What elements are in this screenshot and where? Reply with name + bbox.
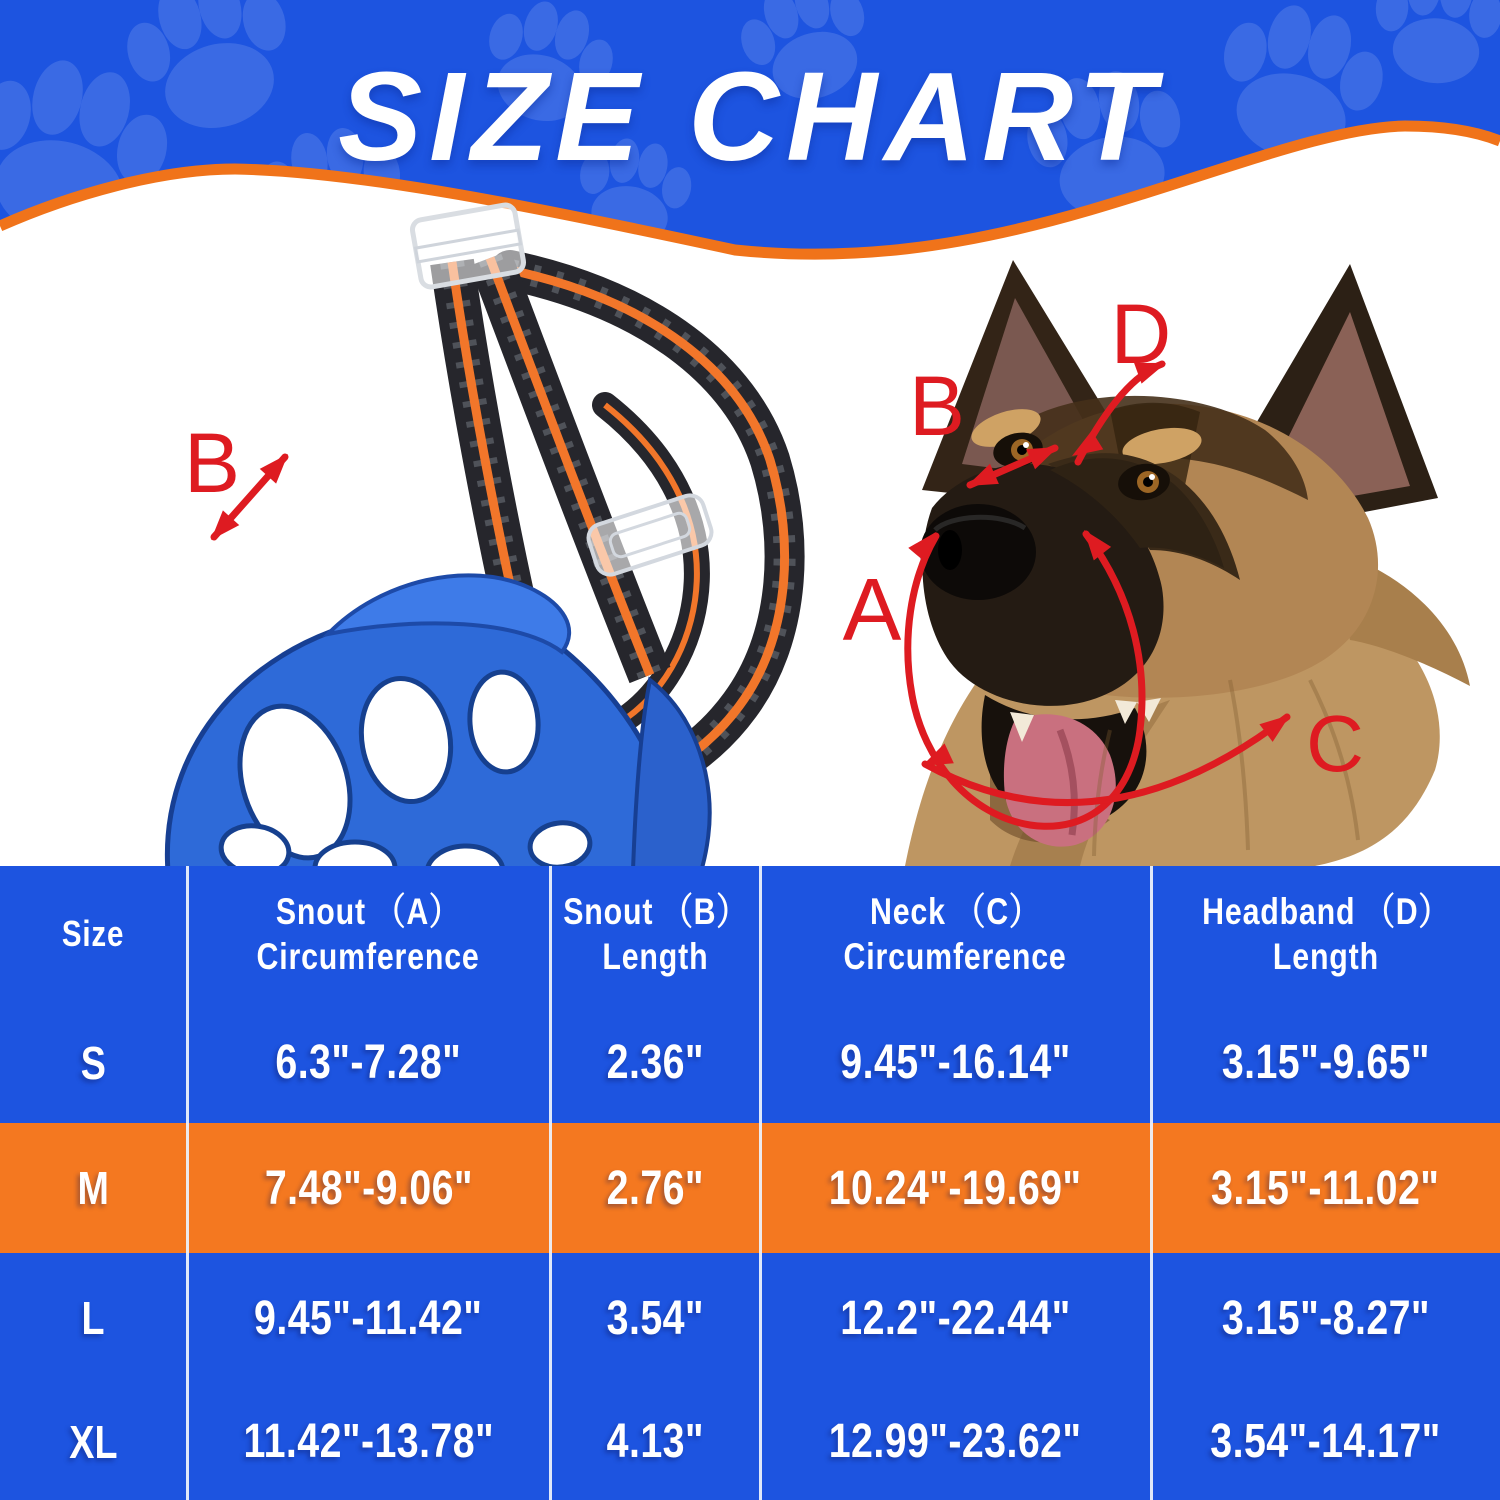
header-cell-headband-d [1151,866,1500,1002]
table-cell: 7.48"-9.06" [264,1161,473,1215]
header-cell-neck-c [760,866,1151,1002]
column-divider [549,866,552,1500]
header-label: Circumference [256,936,481,977]
table-cell: 10.24"-19.69" [829,1161,1082,1215]
header-cell-snout-a [187,866,550,1002]
table-cell: L [81,1292,106,1344]
table-cell: 3.15"-9.65" [1221,1036,1430,1089]
table-cell: 3.54" [606,1291,704,1345]
label-a-snout-circumference: A [842,560,902,659]
table-cell: 2.36" [606,1036,704,1089]
label-d-headband: D [1110,287,1172,381]
size-row-m-highlighted [0,1123,1500,1253]
table-cell: 3.15"-8.27" [1221,1291,1430,1345]
table-cell: 12.2"-22.44" [840,1291,1071,1345]
header-label: Circumference [843,936,1068,977]
measure-annotation-b-muzzle [184,416,296,547]
header-label: Length [601,936,709,977]
table-cell: 6.3"-7.28" [275,1036,462,1089]
table-cell: 9.45"-16.14" [840,1036,1071,1089]
header-label: Neck （C） [870,890,1041,932]
header-label: Snout （A） [276,890,461,932]
size-table [0,866,1500,1500]
table-cell: 9.45"-11.42" [254,1291,483,1345]
table-cell: 3.15"-11.02" [1211,1161,1440,1215]
table-cell: 12.99"-23.62" [829,1415,1082,1468]
table-cell: 11.42"-13.78" [243,1415,494,1468]
label-c-neck-circumference: C [1306,699,1364,788]
header-label: Headband （D） [1201,890,1450,932]
size-row-xl [0,1383,1500,1500]
column-divider [186,866,189,1500]
size-row-s [0,1002,1500,1123]
strap-slider-buckle [411,203,525,288]
header-cell-size [0,866,187,1002]
table-cell: 3.54"-14.17" [1210,1415,1441,1468]
column-divider [759,866,762,1500]
column-divider [1150,866,1153,1500]
size-row-l [0,1253,1500,1383]
page-title: SIZE CHART [338,46,1162,187]
table-cell: 4.13" [606,1415,704,1468]
table-cell: M [77,1162,110,1214]
table-cell: S [80,1036,107,1089]
table-cell: 2.76" [606,1161,704,1215]
header-label: Size [62,913,125,955]
muzzle-photo [90,200,810,866]
label-b-muzzle: B [183,416,241,510]
table-header-row [0,866,1500,1002]
header-label: Length [1272,936,1379,977]
header-label: Snout （B） [562,890,748,932]
label-b-snout-length: B [908,359,966,453]
header-cell-snout-b [550,866,760,1002]
table-cell: XL [69,1415,118,1468]
dog-photo [810,250,1500,866]
